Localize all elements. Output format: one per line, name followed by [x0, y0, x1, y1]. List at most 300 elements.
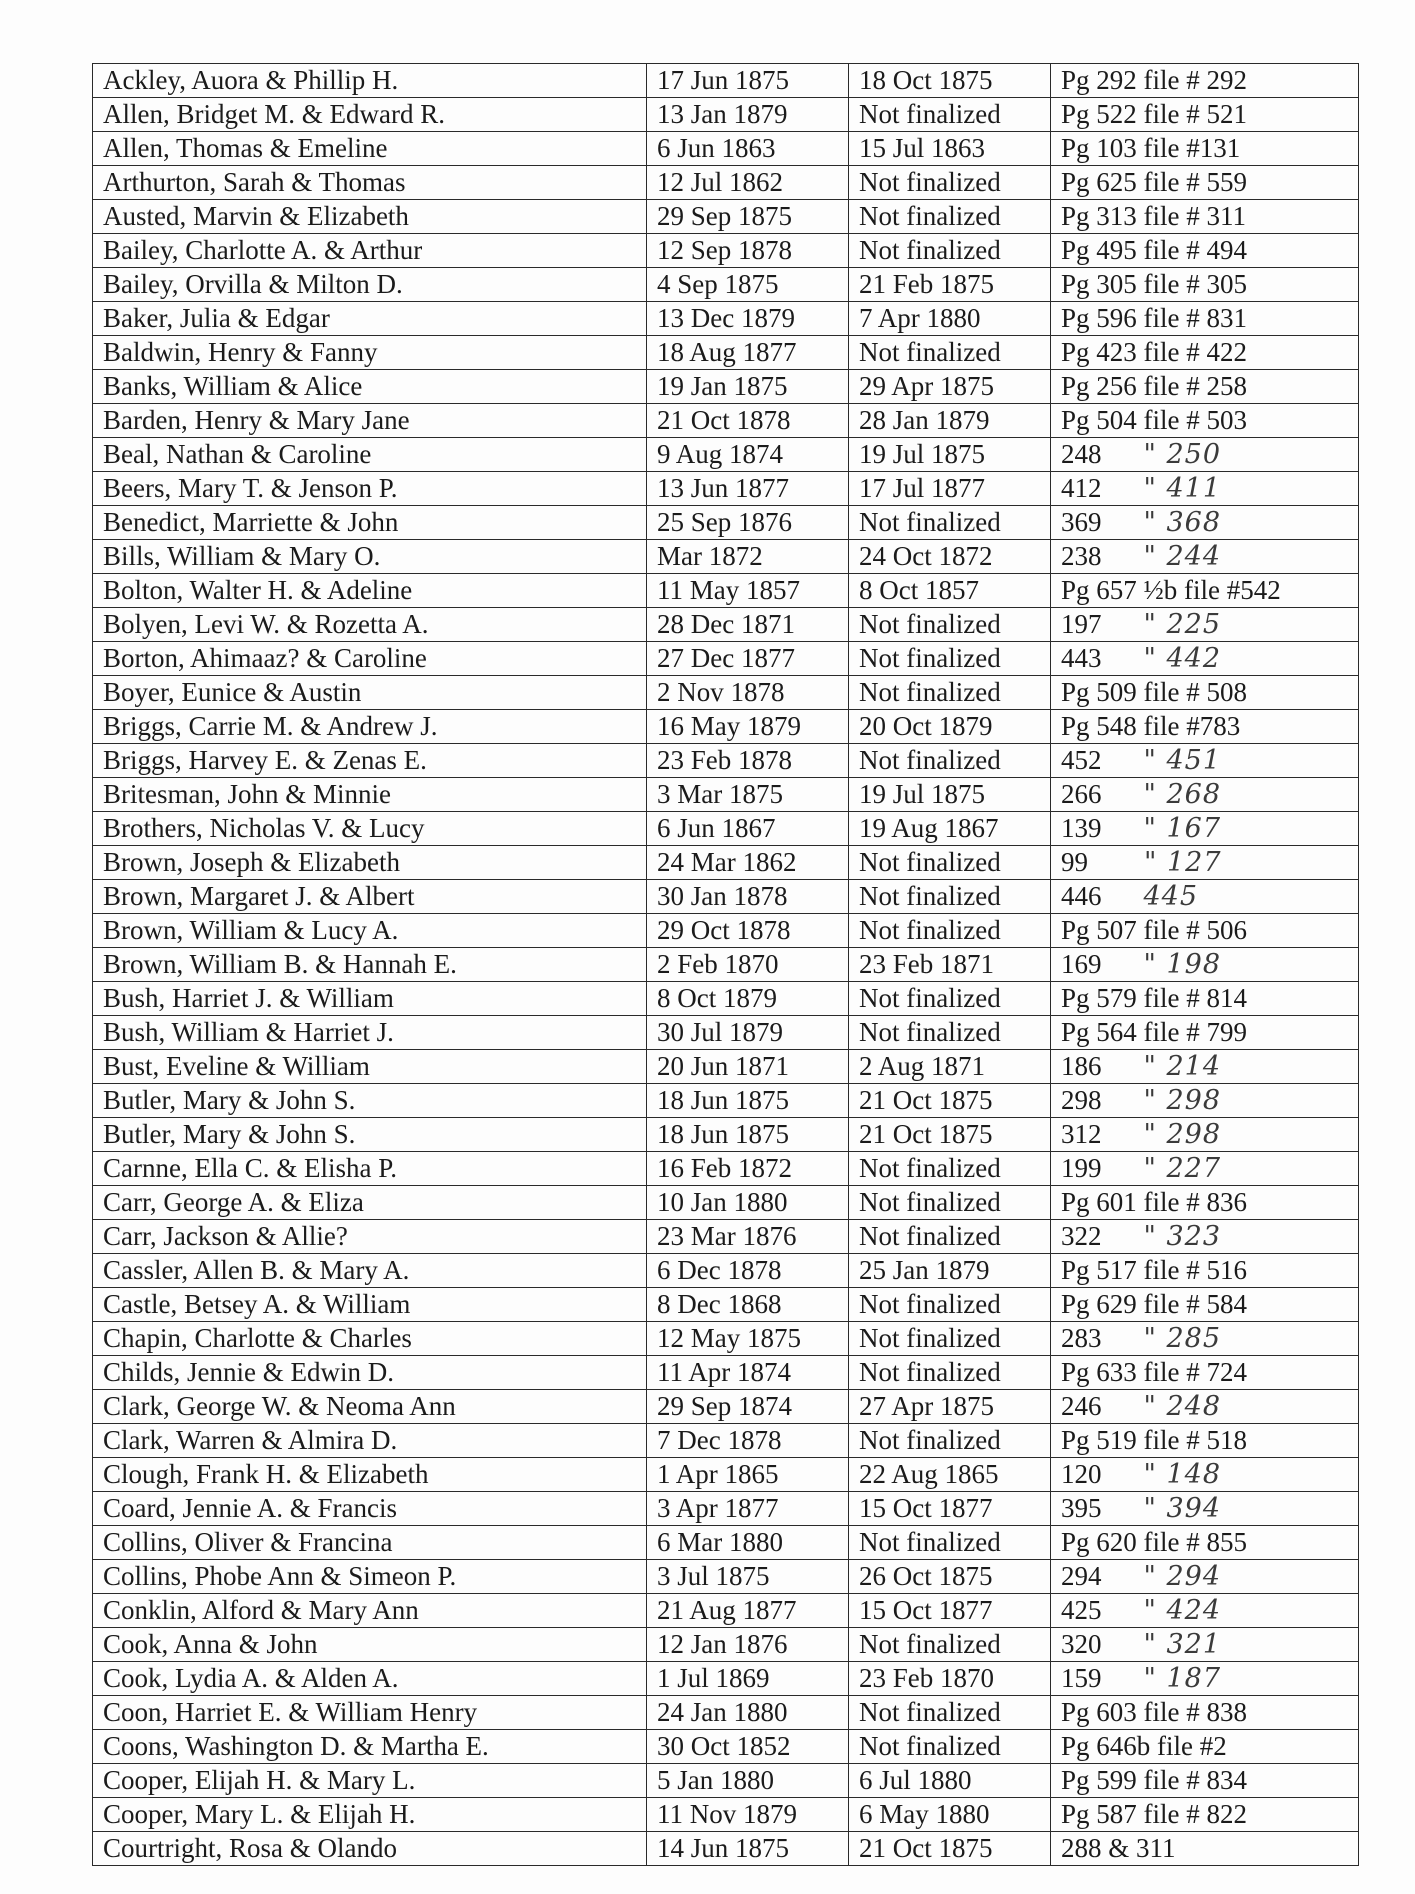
finalized-cell: 24 Oct 1872 [849, 540, 1051, 574]
finalized-cell: Not finalized [849, 336, 1051, 370]
handwritten-file-number: " 250 [1143, 439, 1222, 470]
name-cell: Collins, Oliver & Francina [93, 1526, 647, 1560]
date-cell: 30 Oct 1852 [647, 1730, 849, 1764]
date-cell: 3 Apr 1877 [647, 1492, 849, 1526]
name-cell: Allen, Bridget M. & Edward R. [93, 98, 647, 132]
name-cell: Bolton, Walter H. & Adeline [93, 574, 647, 608]
table-row [93, 1186, 1359, 1220]
table-row [93, 1288, 1359, 1322]
reference-text: 99 [1061, 847, 1088, 877]
table-row [93, 914, 1359, 948]
reference-cell [1051, 540, 1359, 574]
date-cell: 17 Jun 1875 [647, 64, 849, 98]
reference-cell [1051, 744, 1359, 778]
table-row [93, 778, 1359, 812]
date-cell: 29 Sep 1875 [647, 200, 849, 234]
table-row [93, 1424, 1359, 1458]
handwritten-file-number: " 294 [1143, 1561, 1222, 1592]
handwritten-file-number: " 298 [1143, 1085, 1222, 1116]
name-cell: Bailey, Charlotte A. & Arthur [93, 234, 647, 268]
date-cell: 13 Jun 1877 [647, 472, 849, 506]
handwritten-file-number: " 323 [1143, 1221, 1222, 1252]
table-row [93, 132, 1359, 166]
reference-cell [1051, 1526, 1359, 1560]
reference-cell [1051, 506, 1359, 540]
name-cell: Baker, Julia & Edgar [93, 302, 647, 336]
reference-text: Pg 599 file # 834 [1061, 1765, 1247, 1795]
table-row [93, 812, 1359, 846]
date-cell: 12 Jan 1876 [647, 1628, 849, 1662]
reference-text: 452 [1061, 745, 1102, 775]
name-cell: Bailey, Orvilla & Milton D. [93, 268, 647, 302]
reference-cell [1051, 268, 1359, 302]
records-table [92, 63, 1359, 1866]
date-cell: 18 Jun 1875 [647, 1118, 849, 1152]
finalized-cell: 27 Apr 1875 [849, 1390, 1051, 1424]
finalized-cell: Not finalized [849, 676, 1051, 710]
reference-cell [1051, 880, 1359, 914]
reference-cell [1051, 1322, 1359, 1356]
date-cell: 1 Apr 1865 [647, 1458, 849, 1492]
finalized-cell: 2 Aug 1871 [849, 1050, 1051, 1084]
reference-text: Pg 579 file # 814 [1061, 983, 1247, 1013]
reference-text: Pg 620 file # 855 [1061, 1527, 1247, 1557]
reference-cell [1051, 1220, 1359, 1254]
reference-text: Pg 256 file # 258 [1061, 371, 1247, 401]
finalized-cell: 7 Apr 1880 [849, 302, 1051, 336]
finalized-cell: Not finalized [849, 1696, 1051, 1730]
reference-cell [1051, 234, 1359, 268]
reference-text: Pg 522 file # 521 [1061, 99, 1247, 129]
name-cell: Barden, Henry & Mary Jane [93, 404, 647, 438]
date-cell: 11 Apr 1874 [647, 1356, 849, 1390]
finalized-cell: 20 Oct 1879 [849, 710, 1051, 744]
reference-text: 159 [1061, 1663, 1102, 1693]
table-row [93, 98, 1359, 132]
table-row [93, 1764, 1359, 1798]
date-cell: 3 Jul 1875 [647, 1560, 849, 1594]
table-row [93, 302, 1359, 336]
table-row [93, 1458, 1359, 1492]
finalized-cell: Not finalized [849, 200, 1051, 234]
table-row [93, 846, 1359, 880]
handwritten-file-number: " 321 [1143, 1629, 1222, 1660]
date-cell: 19 Jan 1875 [647, 370, 849, 404]
name-cell: Chapin, Charlotte & Charles [93, 1322, 647, 1356]
date-cell: 23 Feb 1878 [647, 744, 849, 778]
reference-cell [1051, 1628, 1359, 1662]
handwritten-file-number: " 198 [1143, 949, 1222, 980]
table-row [93, 404, 1359, 438]
finalized-cell: 17 Jul 1877 [849, 472, 1051, 506]
reference-cell [1051, 1152, 1359, 1186]
date-cell: 23 Mar 1876 [647, 1220, 849, 1254]
handwritten-file-number: " 442 [1143, 643, 1222, 674]
reference-text: Pg 564 file # 799 [1061, 1017, 1247, 1047]
name-cell: Boyer, Eunice & Austin [93, 676, 647, 710]
reference-cell [1051, 914, 1359, 948]
date-cell: 16 Feb 1872 [647, 1152, 849, 1186]
table-row [93, 1662, 1359, 1696]
reference-cell [1051, 1084, 1359, 1118]
reference-text: 395 [1061, 1493, 1102, 1523]
reference-text: Pg 625 file # 559 [1061, 167, 1247, 197]
name-cell: Banks, William & Alice [93, 370, 647, 404]
finalized-cell: Not finalized [849, 642, 1051, 676]
table-row [93, 1390, 1359, 1424]
date-cell: 30 Jan 1878 [647, 880, 849, 914]
reference-cell [1051, 608, 1359, 642]
date-cell: 3 Mar 1875 [647, 778, 849, 812]
finalized-cell: Not finalized [849, 846, 1051, 880]
reference-cell [1051, 1798, 1359, 1832]
date-cell: 1 Jul 1869 [647, 1662, 849, 1696]
date-cell: 24 Jan 1880 [647, 1696, 849, 1730]
reference-cell [1051, 676, 1359, 710]
name-cell: Carr, Jackson & Allie? [93, 1220, 647, 1254]
table-row [93, 1832, 1359, 1866]
name-cell: Bolyen, Levi W. & Rozetta A. [93, 608, 647, 642]
name-cell: Brown, William B. & Hannah E. [93, 948, 647, 982]
reference-cell [1051, 302, 1359, 336]
reference-text: Pg 596 file # 831 [1061, 303, 1247, 333]
reference-cell [1051, 982, 1359, 1016]
finalized-cell: Not finalized [849, 1356, 1051, 1390]
date-cell: 9 Aug 1874 [647, 438, 849, 472]
reference-text: Pg 423 file # 422 [1061, 337, 1247, 367]
date-cell: 18 Aug 1877 [647, 336, 849, 370]
date-cell: 11 May 1857 [647, 574, 849, 608]
reference-text: Pg 507 file # 506 [1061, 915, 1247, 945]
reference-text: Pg 495 file # 494 [1061, 235, 1247, 265]
finalized-cell: Not finalized [849, 608, 1051, 642]
reference-text: 412 [1061, 473, 1102, 503]
table-row [93, 268, 1359, 302]
finalized-cell: 21 Oct 1875 [849, 1832, 1051, 1866]
handwritten-file-number: " 167 [1143, 813, 1222, 844]
table-row [93, 1084, 1359, 1118]
finalized-cell: Not finalized [849, 166, 1051, 200]
finalized-cell: 21 Oct 1875 [849, 1084, 1051, 1118]
table-row [93, 1730, 1359, 1764]
name-cell: Beers, Mary T. & Jenson P. [93, 472, 647, 506]
finalized-cell: Not finalized [849, 1152, 1051, 1186]
reference-text: 369 [1061, 507, 1102, 537]
handwritten-file-number: " 424 [1143, 1595, 1222, 1626]
table-row [93, 608, 1359, 642]
date-cell: 24 Mar 1862 [647, 846, 849, 880]
finalized-cell: Not finalized [849, 1730, 1051, 1764]
handwritten-file-number: 445 [1143, 881, 1199, 912]
date-cell: 18 Jun 1875 [647, 1084, 849, 1118]
reference-text: 298 [1061, 1085, 1102, 1115]
date-cell: 6 Mar 1880 [647, 1526, 849, 1560]
reference-cell [1051, 1730, 1359, 1764]
reference-text: Pg 305 file # 305 [1061, 269, 1247, 299]
reference-cell [1051, 1254, 1359, 1288]
table-row [93, 982, 1359, 1016]
name-cell: Butler, Mary & John S. [93, 1084, 647, 1118]
reference-cell [1051, 1050, 1359, 1084]
records-body [93, 64, 1359, 1866]
finalized-cell: 8 Oct 1857 [849, 574, 1051, 608]
reference-cell [1051, 1118, 1359, 1152]
finalized-cell: 6 May 1880 [849, 1798, 1051, 1832]
reference-cell [1051, 336, 1359, 370]
reference-text: 283 [1061, 1323, 1102, 1353]
finalized-cell: Not finalized [849, 744, 1051, 778]
date-cell: 12 Sep 1878 [647, 234, 849, 268]
reference-text: Pg 601 file # 836 [1061, 1187, 1247, 1217]
finalized-cell: Not finalized [849, 1288, 1051, 1322]
handwritten-file-number: " 394 [1143, 1493, 1222, 1524]
reference-cell [1051, 1696, 1359, 1730]
reference-cell [1051, 1424, 1359, 1458]
name-cell: Carnne, Ella C. & Elisha P. [93, 1152, 647, 1186]
handwritten-file-number: " 248 [1143, 1391, 1222, 1422]
finalized-cell: 28 Jan 1879 [849, 404, 1051, 438]
finalized-cell: 6 Jul 1880 [849, 1764, 1051, 1798]
name-cell: Briggs, Carrie M. & Andrew J. [93, 710, 647, 744]
reference-cell [1051, 778, 1359, 812]
table-row [93, 1526, 1359, 1560]
name-cell: Carr, George A. & Eliza [93, 1186, 647, 1220]
date-cell: 6 Jun 1867 [647, 812, 849, 846]
name-cell: Coon, Harriet E. & William Henry [93, 1696, 647, 1730]
name-cell: Britesman, John & Minnie [93, 778, 647, 812]
table-row [93, 336, 1359, 370]
table-row [93, 438, 1359, 472]
reference-text: 238 [1061, 541, 1102, 571]
date-cell: 27 Dec 1877 [647, 642, 849, 676]
reference-cell [1051, 574, 1359, 608]
reference-cell [1051, 1492, 1359, 1526]
finalized-cell: Not finalized [849, 1322, 1051, 1356]
table-row [93, 642, 1359, 676]
reference-text: 199 [1061, 1153, 1102, 1183]
handwritten-file-number: " 187 [1143, 1663, 1222, 1694]
finalized-cell: 19 Jul 1875 [849, 778, 1051, 812]
finalized-cell: Not finalized [849, 982, 1051, 1016]
date-cell: Mar 1872 [647, 540, 849, 574]
reference-cell [1051, 1016, 1359, 1050]
table-row [93, 1152, 1359, 1186]
reference-text: Pg 587 file # 822 [1061, 1799, 1247, 1829]
table-row [93, 472, 1359, 506]
name-cell: Cooper, Elijah H. & Mary L. [93, 1764, 647, 1798]
name-cell: Bush, Harriet J. & William [93, 982, 647, 1016]
reference-cell [1051, 1186, 1359, 1220]
reference-text: 320 [1061, 1629, 1102, 1659]
name-cell: Ackley, Auora & Phillip H. [93, 64, 647, 98]
table-row [93, 64, 1359, 98]
table-row [93, 1492, 1359, 1526]
name-cell: Clark, Warren & Almira D. [93, 1424, 647, 1458]
reference-text: 312 [1061, 1119, 1102, 1149]
name-cell: Bills, William & Mary O. [93, 540, 647, 574]
handwritten-file-number: " 411 [1143, 473, 1222, 504]
date-cell: 29 Sep 1874 [647, 1390, 849, 1424]
table-row [93, 1628, 1359, 1662]
reference-text: 446 [1061, 881, 1102, 911]
date-cell: 2 Nov 1878 [647, 676, 849, 710]
reference-text: 288 & 311 [1061, 1833, 1176, 1863]
finalized-cell: 29 Apr 1875 [849, 370, 1051, 404]
reference-cell [1051, 1594, 1359, 1628]
reference-text: 443 [1061, 643, 1102, 673]
reference-text: Pg 103 file #131 [1061, 133, 1241, 163]
name-cell: Brown, Margaret J. & Albert [93, 880, 647, 914]
finalized-cell: 26 Oct 1875 [849, 1560, 1051, 1594]
reference-text: Pg 504 file # 503 [1061, 405, 1247, 435]
reference-text: 294 [1061, 1561, 1102, 1591]
date-cell: 28 Dec 1871 [647, 608, 849, 642]
finalized-cell: 15 Oct 1877 [849, 1492, 1051, 1526]
name-cell: Arthurton, Sarah & Thomas [93, 166, 647, 200]
date-cell: 21 Aug 1877 [647, 1594, 849, 1628]
table-row [93, 370, 1359, 404]
date-cell: 10 Jan 1880 [647, 1186, 849, 1220]
reference-text: 169 [1061, 949, 1102, 979]
table-row [93, 200, 1359, 234]
finalized-cell: Not finalized [849, 1424, 1051, 1458]
reference-cell [1051, 710, 1359, 744]
reference-text: Pg 517 file # 516 [1061, 1255, 1247, 1285]
finalized-cell: 21 Feb 1875 [849, 268, 1051, 302]
name-cell: Clough, Frank H. & Elizabeth [93, 1458, 647, 1492]
name-cell: Beal, Nathan & Caroline [93, 438, 647, 472]
name-cell: Butler, Mary & John S. [93, 1118, 647, 1152]
date-cell: 13 Dec 1879 [647, 302, 849, 336]
date-cell: 2 Feb 1870 [647, 948, 849, 982]
reference-text: 322 [1061, 1221, 1102, 1251]
reference-text: 197 [1061, 609, 1102, 639]
handwritten-file-number: " 225 [1143, 609, 1222, 640]
reference-cell [1051, 1458, 1359, 1492]
finalized-cell: 19 Aug 1867 [849, 812, 1051, 846]
name-cell: Austed, Marvin & Elizabeth [93, 200, 647, 234]
date-cell: 8 Oct 1879 [647, 982, 849, 1016]
finalized-cell: Not finalized [849, 914, 1051, 948]
finalized-cell: Not finalized [849, 98, 1051, 132]
handwritten-file-number: " 148 [1143, 1459, 1222, 1490]
reference-text: 139 [1061, 813, 1102, 843]
table-row [93, 1356, 1359, 1390]
name-cell: Brown, William & Lucy A. [93, 914, 647, 948]
reference-cell [1051, 1288, 1359, 1322]
name-cell: Conklin, Alford & Mary Ann [93, 1594, 647, 1628]
table-row [93, 880, 1359, 914]
date-cell: 25 Sep 1876 [647, 506, 849, 540]
reference-text: Pg 603 file # 838 [1061, 1697, 1247, 1727]
name-cell: Brown, Joseph & Elizabeth [93, 846, 647, 880]
finalized-cell: Not finalized [849, 880, 1051, 914]
name-cell: Castle, Betsey A. & William [93, 1288, 647, 1322]
handwritten-file-number: " 285 [1143, 1323, 1222, 1354]
finalized-cell: Not finalized [849, 1526, 1051, 1560]
finalized-cell: 23 Feb 1870 [849, 1662, 1051, 1696]
reference-text: Pg 313 file # 311 [1061, 201, 1246, 231]
handwritten-file-number: " 451 [1143, 745, 1222, 776]
date-cell: 12 Jul 1862 [647, 166, 849, 200]
table-row [93, 1254, 1359, 1288]
finalized-cell: Not finalized [849, 1186, 1051, 1220]
name-cell: Collins, Phobe Ann & Simeon P. [93, 1560, 647, 1594]
name-cell: Childs, Jennie & Edwin D. [93, 1356, 647, 1390]
name-cell: Bust, Eveline & William [93, 1050, 647, 1084]
reference-text: 266 [1061, 779, 1102, 809]
table-row [93, 1560, 1359, 1594]
reference-cell [1051, 64, 1359, 98]
date-cell: 4 Sep 1875 [647, 268, 849, 302]
reference-cell [1051, 1390, 1359, 1424]
reference-text: 246 [1061, 1391, 1102, 1421]
table-row [93, 506, 1359, 540]
finalized-cell: 22 Aug 1865 [849, 1458, 1051, 1492]
name-cell: Coard, Jennie A. & Francis [93, 1492, 647, 1526]
table-row [93, 1050, 1359, 1084]
reference-cell [1051, 98, 1359, 132]
date-cell: 7 Dec 1878 [647, 1424, 849, 1458]
date-cell: 16 May 1879 [647, 710, 849, 744]
name-cell: Borton, Ahimaaz? & Caroline [93, 642, 647, 676]
finalized-cell: 21 Oct 1875 [849, 1118, 1051, 1152]
date-cell: 12 May 1875 [647, 1322, 849, 1356]
finalized-cell: 15 Oct 1877 [849, 1594, 1051, 1628]
table-row [93, 1220, 1359, 1254]
date-cell: 30 Jul 1879 [647, 1016, 849, 1050]
reference-cell [1051, 132, 1359, 166]
name-cell: Cook, Lydia A. & Alden A. [93, 1662, 647, 1696]
table-row [93, 540, 1359, 574]
table-row [93, 166, 1359, 200]
reference-cell [1051, 1356, 1359, 1390]
name-cell: Benedict, Marriette & John [93, 506, 647, 540]
table-row [93, 234, 1359, 268]
date-cell: 20 Jun 1871 [647, 1050, 849, 1084]
reference-cell [1051, 404, 1359, 438]
reference-cell [1051, 1832, 1359, 1866]
reference-text: Pg 646b file #2 [1061, 1731, 1227, 1761]
handwritten-file-number: " 244 [1143, 541, 1222, 572]
name-cell: Courtright, Rosa & Olando [93, 1832, 647, 1866]
name-cell: Clark, George W. & Neoma Ann [93, 1390, 647, 1424]
handwritten-file-number: " 298 [1143, 1119, 1222, 1150]
table-row [93, 1016, 1359, 1050]
reference-text: 186 [1061, 1051, 1102, 1081]
finalized-cell: Not finalized [849, 1628, 1051, 1662]
reference-text: Pg 657 ½b file #542 [1061, 575, 1281, 605]
date-cell: 5 Jan 1880 [647, 1764, 849, 1798]
reference-text: 425 [1061, 1595, 1102, 1625]
finalized-cell: 19 Jul 1875 [849, 438, 1051, 472]
name-cell: Cassler, Allen B. & Mary A. [93, 1254, 647, 1288]
table-row [93, 948, 1359, 982]
reference-text: 120 [1061, 1459, 1102, 1489]
finalized-cell: Not finalized [849, 1220, 1051, 1254]
table-row [93, 1696, 1359, 1730]
reference-cell [1051, 370, 1359, 404]
handwritten-file-number: " 268 [1143, 779, 1222, 810]
handwritten-file-number: " 227 [1143, 1153, 1222, 1184]
name-cell: Brothers, Nicholas V. & Lucy [93, 812, 647, 846]
reference-cell [1051, 846, 1359, 880]
handwritten-file-number: " 214 [1143, 1051, 1222, 1082]
date-cell: 14 Jun 1875 [647, 1832, 849, 1866]
table-row [93, 1322, 1359, 1356]
finalized-cell: 15 Jul 1863 [849, 132, 1051, 166]
reference-cell [1051, 642, 1359, 676]
